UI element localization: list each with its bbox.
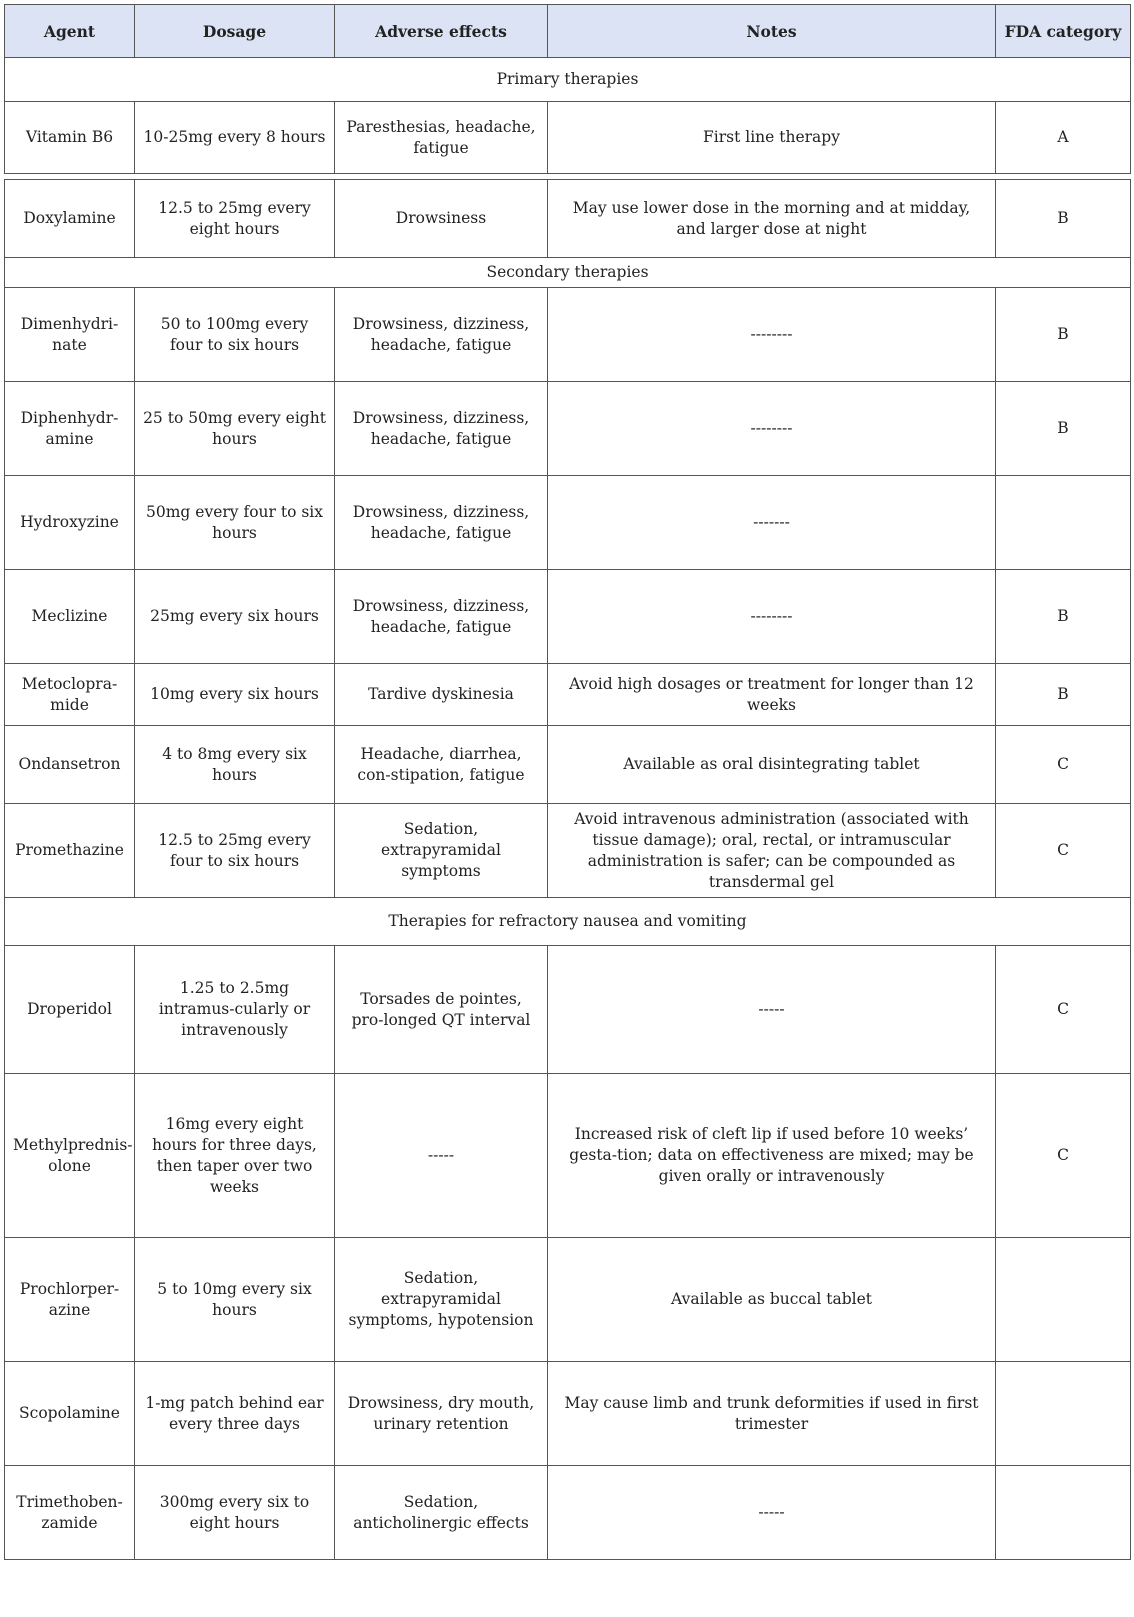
column-header-adverse-effects: Adverse effects [335, 5, 548, 58]
notes-cell: May use lower dose in the morning and at midday, and larger dose at night [548, 180, 996, 258]
table-row [5, 1074, 1131, 1238]
table-row [5, 382, 1131, 476]
agent-cell: Methylprednis-olone [5, 1074, 135, 1238]
section-title: Secondary therapies [5, 258, 1131, 288]
table-row [5, 1362, 1131, 1466]
notes-cell: Increased risk of cleft lip if used before 10 weeks’ gesta-tion; data on effectiveness are mixed; may be given orally or intravenously [548, 1074, 996, 1238]
section-title: Therapies for refractory nausea and vomiting [5, 898, 1131, 946]
notes-cell: Available as buccal tablet [548, 1238, 996, 1362]
table-row [5, 804, 1131, 898]
column-header-dosage: Dosage [135, 5, 335, 58]
fda-category-cell: C [996, 946, 1131, 1074]
dosage-cell: 50 to 100mg every four to six hours [135, 288, 335, 382]
fda-category-cell: C [996, 726, 1131, 804]
agent-cell: Trimethoben-zamide [5, 1466, 135, 1560]
agent-cell: Dimenhydri-nate [5, 288, 135, 382]
fda-category-cell: C [996, 804, 1131, 898]
adverse-effects-cell: ----- [335, 1074, 548, 1238]
column-header-fda-category: FDA category [996, 5, 1131, 58]
dosage-cell: 12.5 to 25mg every eight hours [135, 180, 335, 258]
fda-category-cell [996, 1466, 1131, 1560]
agent-cell: Droperidol [5, 946, 135, 1074]
agent-cell: Promethazine [5, 804, 135, 898]
dosage-cell: 4 to 8mg every six hours [135, 726, 335, 804]
dosage-cell: 25 to 50mg every eight hours [135, 382, 335, 476]
agent-cell: Meclizine [5, 570, 135, 664]
notes-cell: First line therapy [548, 102, 996, 174]
fda-category-cell [996, 1238, 1131, 1362]
fda-category-cell [996, 476, 1131, 570]
notes-cell: -------- [548, 288, 996, 382]
agent-cell: Ondansetron [5, 726, 135, 804]
adverse-effects-cell: Sedation, anticholinergic effects [335, 1466, 548, 1560]
table-row [5, 570, 1131, 664]
section-title: Primary therapies [5, 58, 1131, 102]
column-header-agent: Agent [5, 5, 135, 58]
adverse-effects-cell: Drowsiness, dizziness, headache, fatigue [335, 476, 548, 570]
agent-cell: Doxylamine [5, 180, 135, 258]
adverse-effects-cell: Tardive dyskinesia [335, 664, 548, 726]
antiemetic-therapy-table [4, 4, 1131, 1560]
drug-table-container [4, 4, 1130, 1560]
adverse-effects-cell: Drowsiness, dry mouth, urinary retention [335, 1362, 548, 1466]
adverse-effects-cell: Torsades de pointes, pro-longed QT interval [335, 946, 548, 1074]
adverse-effects-cell: Drowsiness, dizziness, headache, fatigue [335, 382, 548, 476]
table-row [5, 946, 1131, 1074]
section-row [5, 898, 1131, 946]
dosage-cell: 10mg every six hours [135, 664, 335, 726]
adverse-effects-cell: Headache, diarrhea, con-stipation, fatigue [335, 726, 548, 804]
notes-cell: -------- [548, 570, 996, 664]
dosage-cell: 25mg every six hours [135, 570, 335, 664]
notes-cell: May cause limb and trunk deformities if used in first trimester [548, 1362, 996, 1466]
notes-cell: Available as oral disintegrating tablet [548, 726, 996, 804]
adverse-effects-cell: Sedation, extrapyramidal symptoms [335, 804, 548, 898]
agent-cell: Diphenhydr-amine [5, 382, 135, 476]
dosage-cell: 10-25mg every 8 hours [135, 102, 335, 174]
section-row [5, 258, 1131, 288]
fda-category-cell: B [996, 664, 1131, 726]
notes-cell: Avoid intravenous administration (associated with tissue damage); oral, rectal, or intramuscular administration is safer; can be compounded as transdermal gel [548, 804, 996, 898]
table-row [5, 664, 1131, 726]
fda-category-cell [996, 1362, 1131, 1466]
column-header-notes: Notes [548, 5, 996, 58]
fda-category-cell: B [996, 570, 1131, 664]
table-row [5, 1238, 1131, 1362]
dosage-cell: 16mg every eight hours for three days, then taper over two weeks [135, 1074, 335, 1238]
dosage-cell: 1.25 to 2.5mg intramus-cularly or intravenously [135, 946, 335, 1074]
table-body [5, 58, 1131, 1560]
table-row [5, 288, 1131, 382]
notes-cell: ----- [548, 1466, 996, 1560]
notes-cell: ----- [548, 946, 996, 1074]
dosage-cell: 300mg every six to eight hours [135, 1466, 335, 1560]
agent-cell: Vitamin B6 [5, 102, 135, 174]
dosage-cell: 1-mg patch behind ear every three days [135, 1362, 335, 1466]
section-row [5, 58, 1131, 102]
agent-cell: Scopolamine [5, 1362, 135, 1466]
notes-cell: -------- [548, 382, 996, 476]
dosage-cell: 5 to 10mg every six hours [135, 1238, 335, 1362]
notes-cell: ------- [548, 476, 996, 570]
table-row [5, 476, 1131, 570]
adverse-effects-cell: Paresthesias, headache, fatigue [335, 102, 548, 174]
fda-category-cell: B [996, 180, 1131, 258]
table-row [5, 180, 1131, 258]
agent-cell: Hydroxyzine [5, 476, 135, 570]
agent-cell: Prochlorper-azine [5, 1238, 135, 1362]
adverse-effects-cell: Sedation, extrapyramidal symptoms, hypotension [335, 1238, 548, 1362]
table-row [5, 102, 1131, 174]
adverse-effects-cell: Drowsiness [335, 180, 548, 258]
header-row [5, 5, 1131, 58]
dosage-cell: 12.5 to 25mg every four to six hours [135, 804, 335, 898]
adverse-effects-cell: Drowsiness, dizziness, headache, fatigue [335, 288, 548, 382]
fda-category-cell: C [996, 1074, 1131, 1238]
table-row [5, 1466, 1131, 1560]
table-header [5, 5, 1131, 58]
notes-cell: Avoid high dosages or treatment for longer than 12 weeks [548, 664, 996, 726]
fda-category-cell: B [996, 382, 1131, 476]
fda-category-cell: B [996, 288, 1131, 382]
adverse-effects-cell: Drowsiness, dizziness, headache, fatigue [335, 570, 548, 664]
fda-category-cell: A [996, 102, 1131, 174]
agent-cell: Metoclopra-mide [5, 664, 135, 726]
table-row [5, 726, 1131, 804]
dosage-cell: 50mg every four to six hours [135, 476, 335, 570]
